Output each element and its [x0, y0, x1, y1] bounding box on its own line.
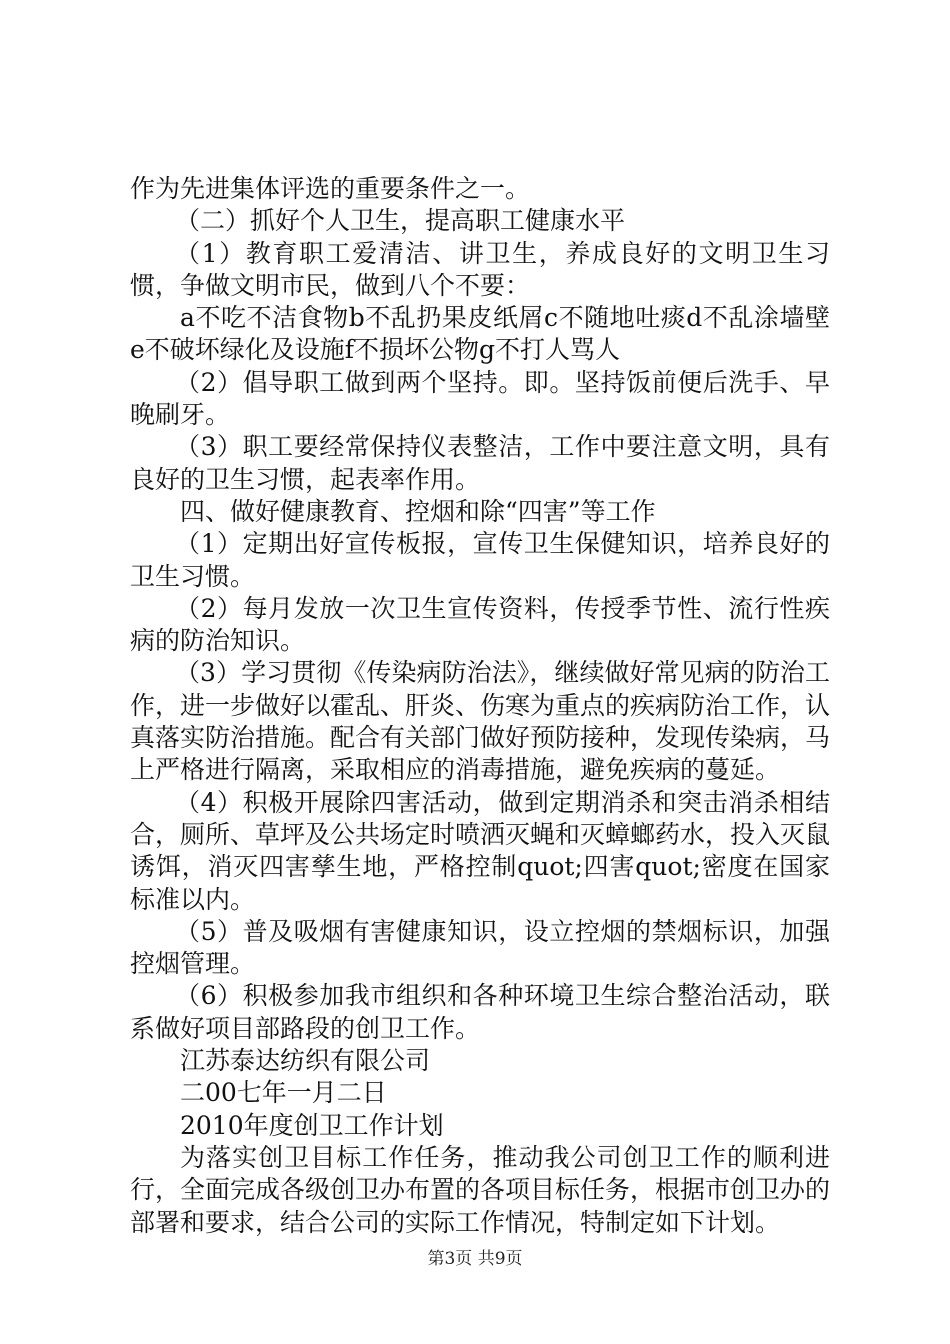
paragraph: （1）定期出好宣传板报，宣传卫生保健知识，培养良好的卫生习惯。	[130, 529, 830, 591]
paragraph: （4）积极开展除四害活动，做到定期消杀和突击消杀相结合，厕所、草坪及公共场定时喷洒灭蝇和灭蟑螂药水，投入灭鼠诱饵，消灭四害孳生地，严格控制quot;四害quot;密度在国家标准以内。	[130, 787, 831, 914]
company-name: 江苏泰达纺织有限公司	[180, 1046, 431, 1076]
paragraph: （3）学习贯彻《传染病防治法》，继续做好常见病的防治工作，进一步做好以霍乱、肝炎、伤寒为重点的疾病防治工作，认真落实防治措施。配合有关部门做好预防接种，发现传染病，马上严格进行隔离，采取相应的消毒措施，避免疾病的蔓延。	[130, 658, 831, 785]
paragraph: （3）职工要经常保持仪表整洁，工作中要注意文明，具有良好的卫生习惯，起表率作用。	[130, 432, 830, 494]
paragraph: （5）普及吸烟有害健康知识，设立控烟的禁烟标识，加强控烟管理。	[130, 916, 830, 979]
paragraph: （1）教育职工爱清洁、讲卫生，养成良好的文明卫生习惯，争做文明市民，做到八个不要：	[130, 238, 830, 300]
paragraph: 作为先进集体评选的重要条件之一。	[130, 174, 531, 203]
paragraph: （6）积极参加我市组织和各种环境卫生综合整治活动，联系做好项目部路段的创卫工作。	[130, 981, 830, 1043]
paragraph: a不吃不洁食物b不乱扔果皮纸屑c不随地吐痰d不乱涂墙壁e不破坏绿化及设施f不损坏公物g不打人骂人	[130, 303, 830, 365]
section-title: 2010年度创卫工作计划	[180, 1110, 444, 1140]
page-footer: 第3页 共9页	[427, 1249, 523, 1269]
section-heading: （二）抓好个人卫生，提高职工健康水平	[175, 206, 626, 236]
document-date: 二00七年一月二日	[180, 1078, 387, 1108]
paragraph: 为落实创卫目标工作任务，推动我公司创卫工作的顺利进行，全面完成各级创卫办布置的各项目标任务，根据市创卫办的部署和要求，结合公司的实际工作情况，特制定如下计划。	[130, 1142, 831, 1237]
paragraph: （2）每月发放一次卫生宣传资料，传授季节性、流行性疾病的防治知识。	[130, 593, 830, 656]
paragraph: （2）倡导职工做到两个坚持。即。坚持饭前便后洗手、早晚刷牙。	[130, 367, 830, 430]
section-heading: 四、做好健康教育、控烟和除“四害”等工作	[180, 496, 656, 526]
document-body	[130, 173, 830, 1239]
